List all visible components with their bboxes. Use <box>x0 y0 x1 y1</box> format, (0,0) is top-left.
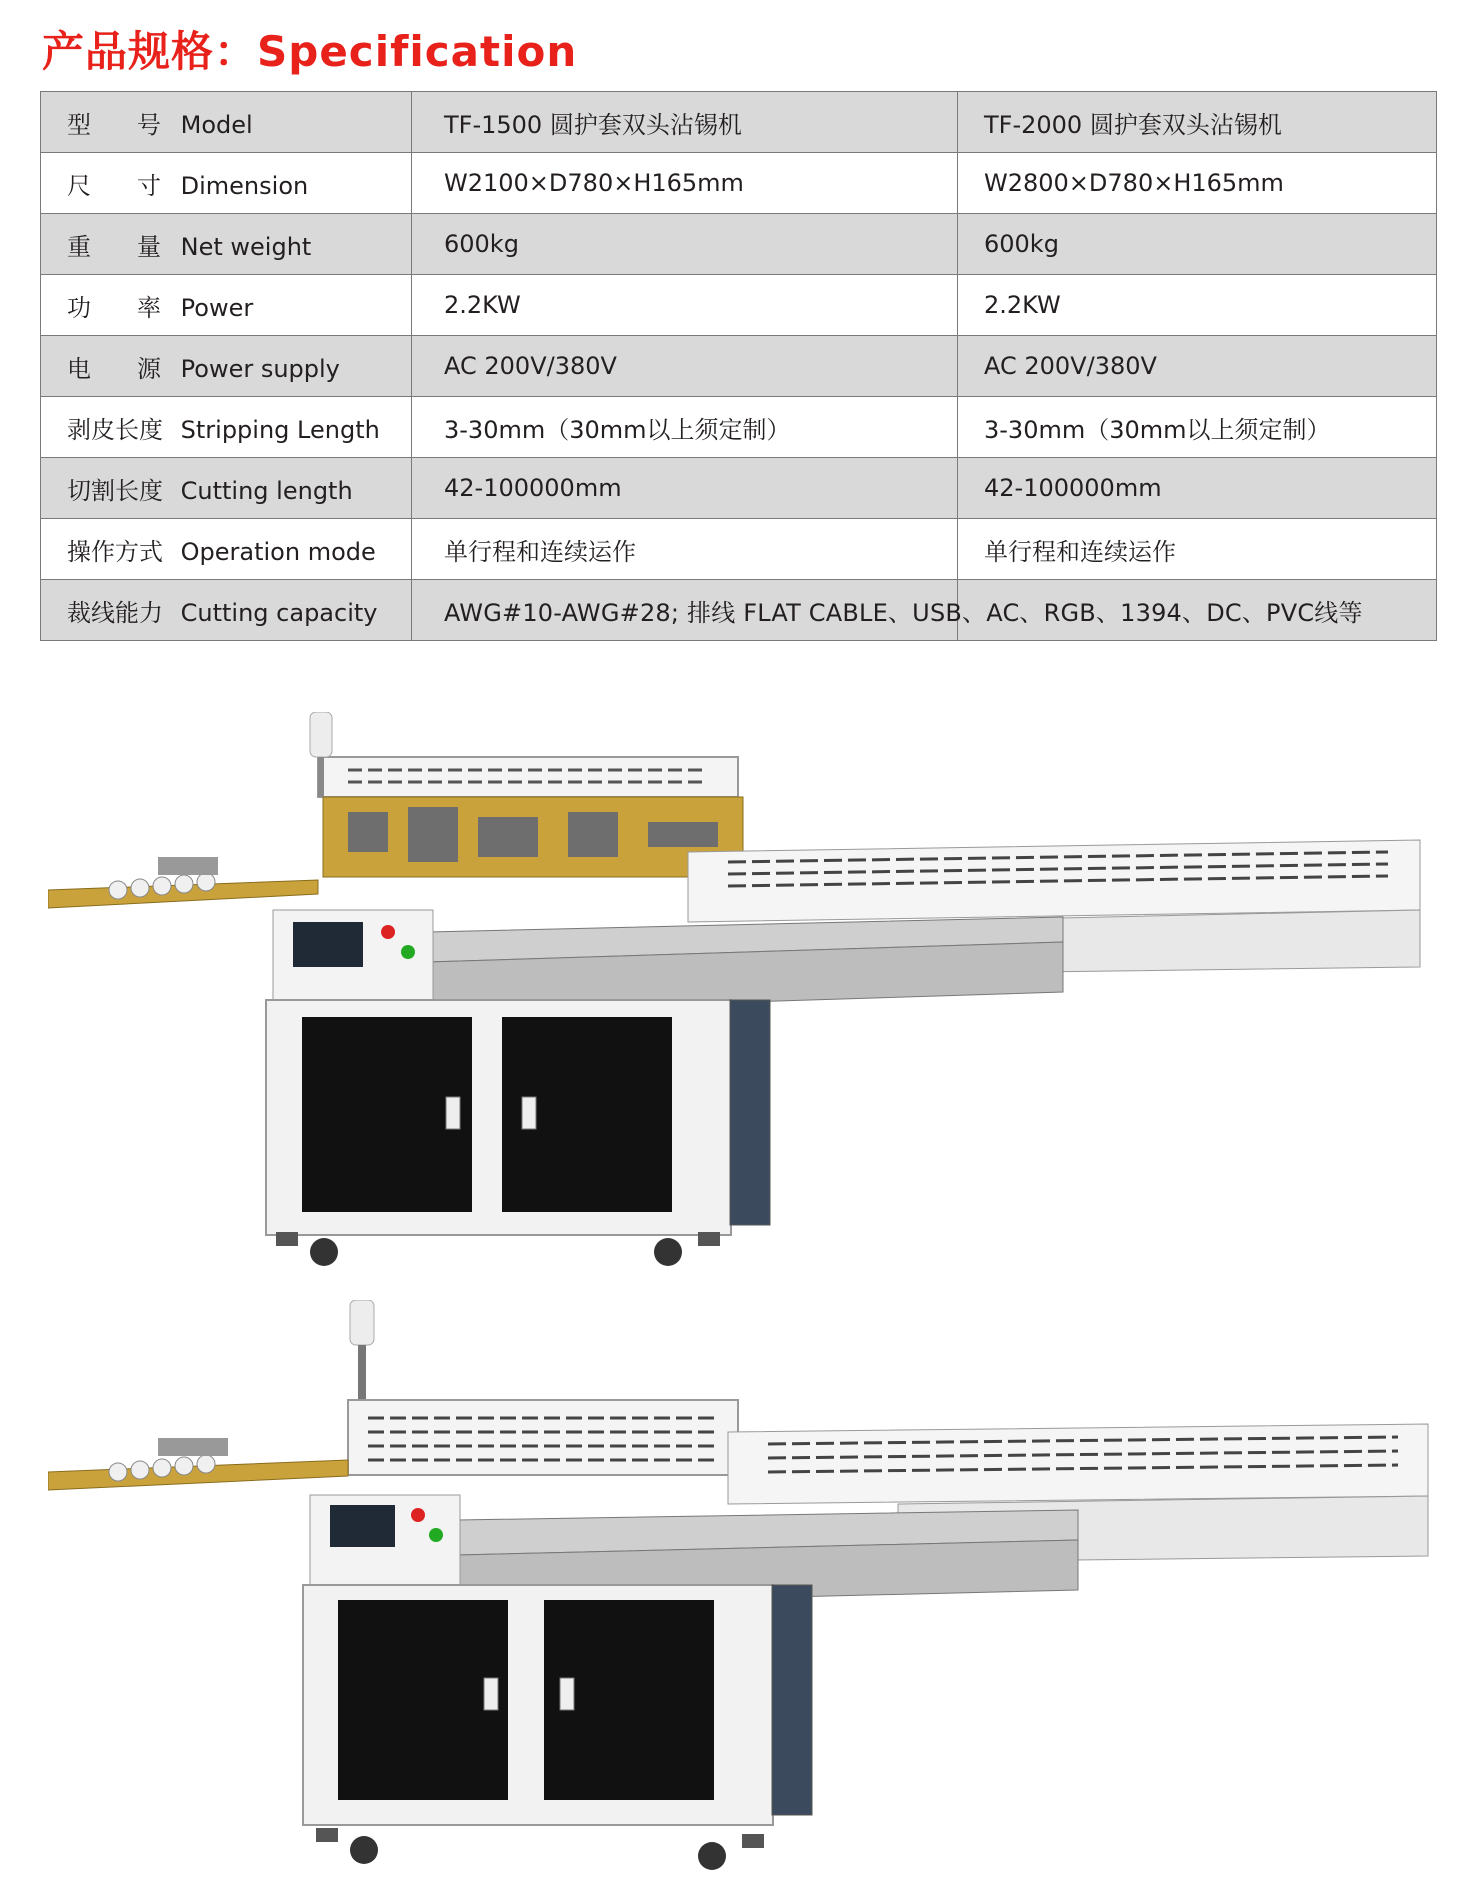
value-cell: TF-2000 圆护套双头沾锡机 <box>958 92 1437 153</box>
page-title: 产品规格：Specification <box>42 27 578 76</box>
label-cell <box>41 458 412 519</box>
label-cn-b: 率 <box>137 293 161 322</box>
label-en: Power supply <box>180 354 340 383</box>
label-cn-b: 号 <box>137 110 161 139</box>
value-cell: 600kg <box>958 214 1437 275</box>
value-cell: 单行程和连续运作 <box>958 519 1437 580</box>
table-row <box>41 580 1437 641</box>
label-cell <box>41 336 412 397</box>
label-cell <box>41 275 412 336</box>
value-cell: 3-30mm（30mm以上须定制） <box>412 397 958 458</box>
label-cn-a: 电 <box>67 354 91 383</box>
label-cn: 裁线能力 <box>67 598 163 627</box>
label-cn-b: 量 <box>137 232 161 261</box>
label-en: Cutting capacity <box>180 598 378 627</box>
value-cell: AC 200V/380V <box>412 336 958 397</box>
label-en: Stripping Length <box>180 415 380 444</box>
label-en: Net weight <box>180 232 312 261</box>
label-cn-a: 尺 <box>67 171 91 200</box>
table-row <box>41 458 1437 519</box>
label-cell <box>41 92 412 153</box>
label-cn: 操作方式 <box>67 537 163 566</box>
value-cell: W2800×D780×H165mm <box>958 153 1437 214</box>
value-cell: 2.2KW <box>958 275 1437 336</box>
table-row <box>41 336 1437 397</box>
value-cell: 单行程和连续运作 <box>412 519 958 580</box>
table-row <box>41 397 1437 458</box>
value-cell: 42-100000mm <box>412 458 958 519</box>
table-row <box>41 92 1437 153</box>
value-cell: AC 200V/380V <box>958 336 1437 397</box>
label-cn-a: 型 <box>67 110 91 139</box>
label-cn-b: 源 <box>137 354 161 383</box>
label-cell <box>41 519 412 580</box>
machine-image-2 <box>48 1300 1438 1880</box>
label-cn: 剥皮长度 <box>67 415 163 444</box>
label-en: Operation mode <box>180 537 376 566</box>
label-en: Cutting length <box>180 476 353 505</box>
table-row <box>41 153 1437 214</box>
label-cell <box>41 214 412 275</box>
label-cell <box>41 153 412 214</box>
cutting-capacity-text: AWG#10-AWG#28; 排线 FLAT CABLE、USB、AC、RGB、1394、DC、PVC线等 <box>444 598 1363 627</box>
label-en: Dimension <box>180 171 309 200</box>
value-cell: 3-30mm（30mm以上须定制） <box>958 397 1437 458</box>
table-row <box>41 214 1437 275</box>
label-cn-a: 功 <box>67 293 91 322</box>
table-row <box>41 519 1437 580</box>
label-cell <box>41 580 412 641</box>
value-cell: TF-1500 圆护套双头沾锡机 <box>412 92 958 153</box>
machine-image-1 <box>48 712 1438 1272</box>
label-en: Model <box>180 110 253 139</box>
value-cell: 2.2KW <box>412 275 958 336</box>
table-row <box>41 275 1437 336</box>
label-en: Power <box>180 293 254 322</box>
label-cn-b: 寸 <box>137 171 161 200</box>
value-cell: W2100×D780×H165mm <box>412 153 958 214</box>
spec-table <box>40 91 1437 641</box>
value-cell-span <box>412 580 1363 641</box>
label-cn: 切割长度 <box>67 476 163 505</box>
label-cn-a: 重 <box>67 232 91 261</box>
label-cell <box>41 397 412 458</box>
value-cell: 42-100000mm <box>958 458 1437 519</box>
value-cell: 600kg <box>412 214 958 275</box>
